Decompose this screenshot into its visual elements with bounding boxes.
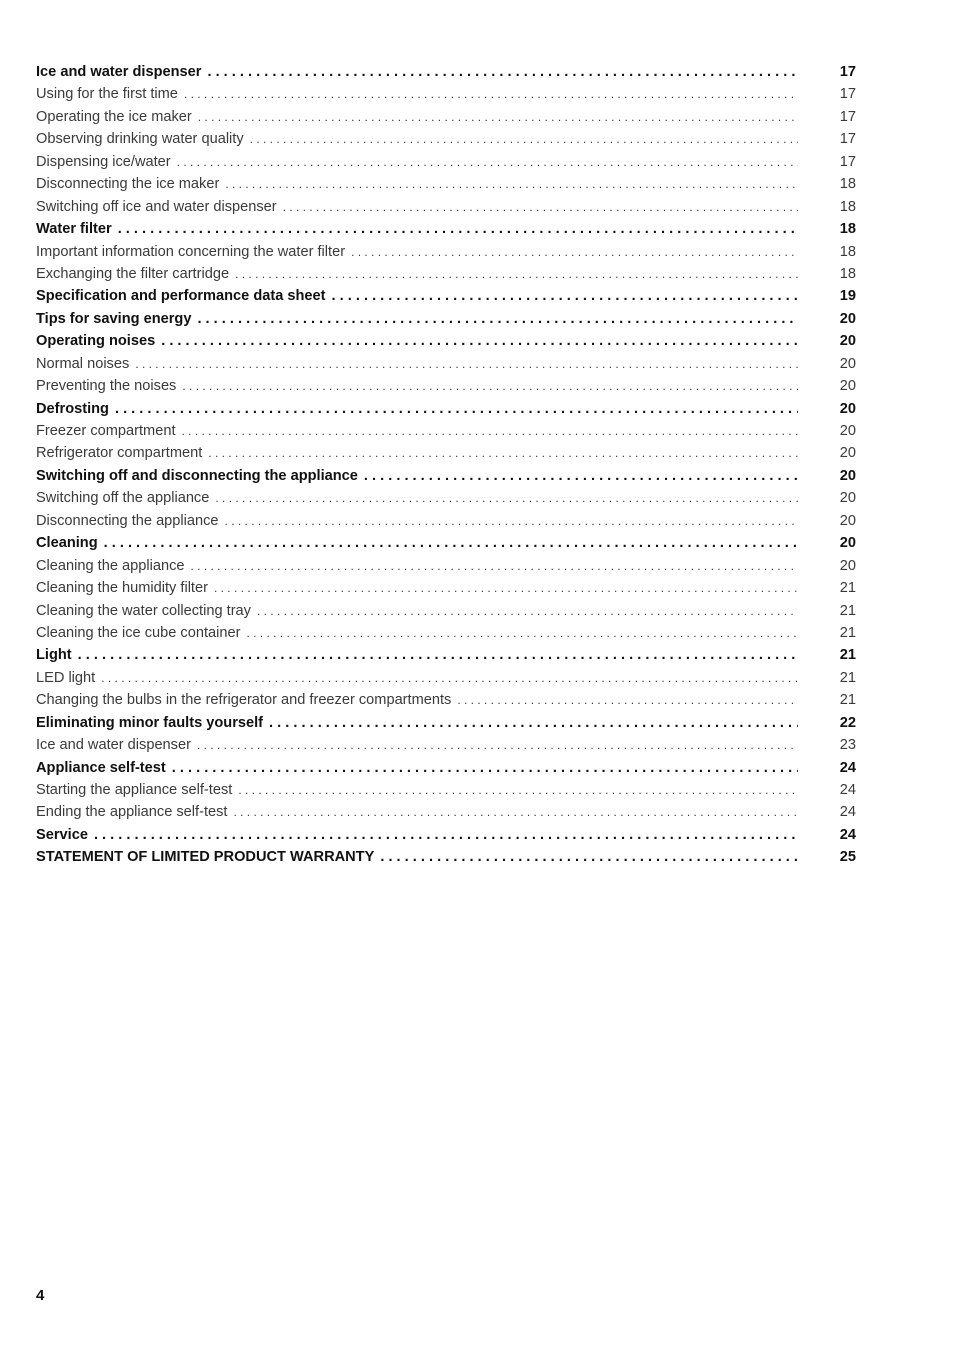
toc-entry-title: Ending the appliance self-test	[36, 804, 228, 821]
dot-leader	[235, 263, 798, 285]
toc-entry-page: 20	[839, 400, 856, 417]
toc-entry-page: 18	[839, 198, 856, 215]
dot-leader	[246, 622, 798, 644]
toc-entry-title: Service	[36, 826, 88, 843]
toc-entry-page: 22	[839, 714, 856, 731]
toc-entry-page: 17	[839, 108, 856, 125]
toc-subsection-entry[interactable]	[36, 241, 856, 263]
page-number: 4	[36, 1287, 45, 1304]
dot-leader	[207, 61, 798, 83]
toc-subsection-entry[interactable]	[36, 442, 856, 464]
toc-entry-title: Cleaning the water collecting tray	[36, 602, 251, 619]
dot-leader	[182, 420, 799, 442]
toc-subsection-entry[interactable]	[36, 83, 856, 105]
dot-leader	[101, 667, 798, 689]
toc-subsection-entry[interactable]	[36, 689, 856, 711]
toc-entry-title: Switching off ice and water dispenser	[36, 198, 277, 215]
toc-subsection-entry[interactable]	[36, 128, 856, 150]
toc-entry-page: 18	[839, 265, 856, 282]
toc-entry-title: Refrigerator compartment	[36, 445, 203, 462]
dot-leader	[182, 375, 798, 397]
toc-entry-title: Starting the appliance self-test	[36, 782, 233, 798]
toc-entry-title: LED light	[36, 669, 96, 686]
toc-section-entry[interactable]	[36, 285, 856, 307]
dot-leader	[214, 577, 798, 599]
toc-subsection-entry[interactable]	[36, 487, 856, 509]
toc-entry-title: Ice and water dispenser	[36, 737, 191, 754]
dot-leader	[233, 801, 798, 823]
toc-entry-title: Observing drinking water quality	[36, 131, 244, 148]
dot-leader	[184, 83, 798, 105]
dot-leader	[115, 398, 798, 420]
toc-entry-page: 21	[839, 647, 856, 664]
dot-leader	[238, 779, 798, 801]
toc-section-entry[interactable]	[36, 846, 856, 868]
toc-entry-page: 20	[839, 310, 856, 327]
dot-leader	[257, 600, 798, 622]
toc-subsection-entry[interactable]	[36, 734, 856, 756]
toc-entry-page: 19	[839, 288, 856, 305]
toc-entry-page: 20	[839, 535, 856, 552]
dot-leader	[380, 846, 798, 868]
toc-entry-title: Cleaning the appliance	[36, 557, 185, 574]
toc-entry-title: Switching off and disconnecting the appliance	[36, 467, 358, 484]
toc-entry-page: 17	[839, 64, 856, 80]
toc-entry-title: Specification and performance data sheet	[36, 288, 326, 305]
toc-entry-page: 24	[839, 826, 856, 843]
dot-leader	[197, 734, 798, 756]
dot-leader	[250, 128, 798, 150]
toc-entry-page: 21	[839, 580, 856, 597]
toc-entry-title: Freezer compartment	[36, 423, 176, 439]
dot-leader	[457, 689, 798, 711]
toc-entry-title: Dispensing ice/water	[36, 153, 171, 170]
toc-entry-title: Appliance self-test	[36, 759, 166, 776]
toc-subsection-entry[interactable]	[36, 196, 856, 218]
toc-entry-title: Water filter	[36, 221, 112, 238]
dot-leader	[172, 757, 798, 779]
dot-leader	[351, 241, 798, 263]
dot-leader	[215, 487, 798, 509]
toc-entry-page: 20	[839, 378, 856, 395]
toc-entry-title: Important information concerning the water filter	[36, 243, 346, 260]
toc-entry-page: 20	[839, 467, 856, 484]
toc-subsection-entry[interactable]	[36, 151, 856, 173]
toc-entry-page: 20	[839, 445, 856, 462]
toc-subsection-entry[interactable]	[36, 801, 856, 823]
toc-entry-page: 17	[839, 86, 856, 103]
toc-subsection-entry[interactable]	[36, 263, 856, 285]
toc-entry-title: Cleaning the ice cube container	[36, 624, 241, 641]
toc-section-entry[interactable]	[36, 712, 856, 734]
dot-leader	[332, 285, 798, 307]
toc-entry-title: Switching off the appliance	[36, 490, 210, 507]
toc-subsection-entry[interactable]	[36, 173, 856, 195]
toc-entry-title: Disconnecting the appliance	[36, 512, 219, 529]
toc-entry-page: 25	[839, 849, 856, 866]
toc-entry-title: Cleaning	[36, 535, 98, 552]
dot-leader	[198, 106, 798, 128]
toc-section-entry[interactable]	[36, 532, 856, 554]
toc-entry-page: 20	[839, 423, 856, 439]
toc-entry-page: 23	[839, 737, 856, 754]
toc-entry-title: Exchanging the filter cartridge	[36, 265, 230, 282]
toc-section-entry[interactable]	[36, 61, 856, 83]
toc-entry-title: Light	[36, 647, 72, 664]
toc-entry-page: 20	[839, 333, 856, 350]
toc-subsection-entry[interactable]	[36, 555, 856, 577]
toc-entry-page: 18	[839, 243, 856, 260]
dot-leader	[94, 824, 798, 846]
toc-entry-title: Preventing the noises	[36, 378, 177, 395]
toc-section-entry[interactable]	[36, 757, 856, 779]
toc-entry-title: Defrosting	[36, 400, 109, 417]
dot-leader	[225, 173, 798, 195]
toc-entry-title: Tips for saving energy	[36, 310, 192, 327]
dot-leader	[135, 353, 798, 375]
toc-entry-title: Ice and water dispenser	[36, 64, 202, 80]
toc-entry-title: Disconnecting the ice maker	[36, 176, 220, 193]
toc-entry-page: 18	[839, 176, 856, 193]
dot-leader	[197, 308, 798, 330]
toc-entry-title: Using for the first time	[36, 86, 178, 103]
toc-subsection-entry[interactable]	[36, 510, 856, 532]
toc-entry-title: Cleaning the humidity filter	[36, 580, 208, 597]
dot-leader	[161, 330, 798, 352]
toc-subsection-entry[interactable]	[36, 779, 856, 801]
toc-section-entry[interactable]	[36, 644, 856, 666]
toc-entry-title: Operating the ice maker	[36, 108, 192, 125]
toc-entry-page: 20	[839, 490, 856, 507]
toc-entry-page: 20	[839, 557, 856, 574]
toc-subsection-entry[interactable]	[36, 106, 856, 128]
toc-entry-title: Changing the bulbs in the refrigerator and freezer compartments	[36, 692, 452, 709]
toc-entry-page: 21	[839, 624, 856, 641]
toc-entry-page: 20	[839, 512, 856, 529]
dot-leader	[104, 532, 798, 554]
toc-entry-page: 24	[839, 804, 856, 821]
toc-subsection-entry[interactable]	[36, 622, 856, 644]
toc-entry-page: 24	[839, 782, 856, 798]
toc-entry-page: 21	[839, 669, 856, 686]
toc-entry-page: 20	[839, 355, 856, 372]
toc-subsection-entry[interactable]	[36, 600, 856, 622]
dot-leader	[208, 442, 798, 464]
toc-entry-page: 24	[839, 759, 856, 776]
dot-leader	[118, 218, 798, 240]
toc-entry-title: Operating noises	[36, 333, 156, 350]
toc-entry-page: 21	[839, 692, 856, 709]
dot-leader	[283, 196, 798, 218]
toc-entry-page: 17	[839, 131, 856, 148]
toc-section-entry[interactable]	[36, 330, 856, 352]
toc-subsection-entry[interactable]	[36, 353, 856, 375]
dot-leader	[225, 510, 798, 532]
dot-leader	[364, 465, 798, 487]
table-of-contents	[36, 61, 856, 869]
toc-section-entry[interactable]	[36, 465, 856, 487]
toc-section-entry[interactable]	[36, 218, 856, 240]
toc-entry-title: STATEMENT OF LIMITED PRODUCT WARRANTY	[36, 849, 375, 866]
toc-subsection-entry[interactable]	[36, 667, 856, 689]
toc-entry-title: Eliminating minor faults yourself	[36, 714, 264, 731]
dot-leader	[190, 555, 798, 577]
toc-entry-title: Normal noises	[36, 355, 130, 372]
dot-leader	[269, 712, 798, 734]
toc-section-entry[interactable]	[36, 308, 856, 330]
toc-subsection-entry[interactable]	[36, 577, 856, 599]
toc-entry-page: 18	[839, 221, 856, 238]
toc-section-entry[interactable]	[36, 824, 856, 846]
toc-section-entry[interactable]	[36, 398, 856, 420]
toc-subsection-entry[interactable]	[36, 375, 856, 397]
dot-leader	[177, 151, 798, 173]
dot-leader	[78, 644, 798, 666]
toc-entry-page: 17	[839, 153, 856, 170]
toc-subsection-entry[interactable]	[36, 420, 856, 442]
toc-entry-page: 21	[839, 602, 856, 619]
